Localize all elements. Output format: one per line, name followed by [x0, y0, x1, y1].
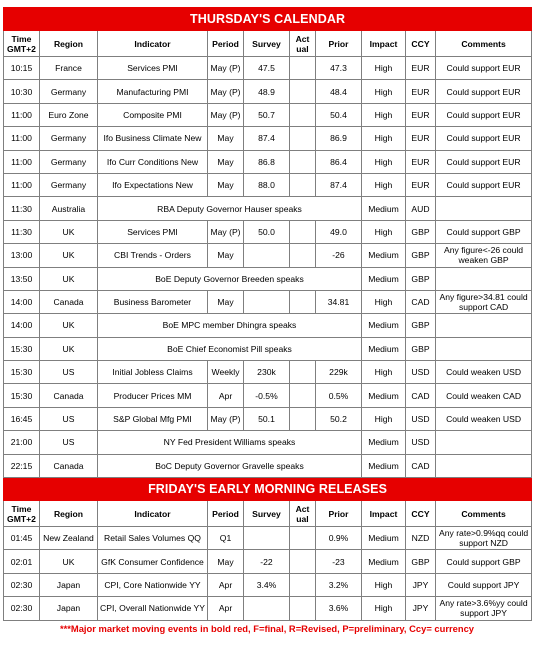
column-header: Period	[208, 31, 244, 57]
ccy-cell: CAD	[406, 384, 436, 407]
prior-cell: 50.4	[316, 103, 362, 126]
survey-cell: 48.9	[244, 80, 290, 103]
period-cell: May (P)	[208, 407, 244, 430]
table-row	[4, 407, 532, 430]
region-cell: US	[40, 431, 98, 454]
impact-cell: High	[362, 290, 406, 313]
region-cell: UK	[40, 314, 98, 337]
impact-cell: High	[362, 220, 406, 243]
region-cell: Australia	[40, 197, 98, 220]
period-cell: May (P)	[208, 103, 244, 126]
survey-cell: -0.5%	[244, 384, 290, 407]
column-header: Time GMT+2	[4, 31, 40, 57]
comments-cell: Could support JPY	[436, 573, 532, 596]
ccy-cell: GBP	[406, 244, 436, 267]
region-cell: Euro Zone	[40, 103, 98, 126]
indicator-cell: CPI, Overall Nationwide YY	[98, 597, 208, 620]
time-cell: 13:50	[4, 267, 40, 290]
column-header: Prior	[316, 501, 362, 527]
actual-cell	[290, 150, 316, 173]
actual-cell	[290, 173, 316, 196]
period-cell: May	[208, 550, 244, 573]
table-row	[4, 173, 532, 196]
survey-cell	[244, 597, 290, 620]
survey-cell	[244, 527, 290, 550]
ccy-cell: NZD	[406, 527, 436, 550]
table-row	[4, 431, 532, 454]
column-header: Comments	[436, 501, 532, 527]
time-cell: 13:00	[4, 244, 40, 267]
table-row	[4, 314, 532, 337]
impact-cell: Medium	[362, 267, 406, 290]
actual-cell	[290, 80, 316, 103]
comments-cell: Could weaken USD	[436, 361, 532, 384]
region-cell: UK	[40, 244, 98, 267]
indicator-cell: GfK Consumer Confidence	[98, 550, 208, 573]
ccy-cell: GBP	[406, 267, 436, 290]
time-cell: 11:30	[4, 220, 40, 243]
indicator-cell: Composite PMI	[98, 103, 208, 126]
column-header: Prior	[316, 31, 362, 57]
friday-header-row	[4, 501, 532, 527]
time-cell: 11:00	[4, 173, 40, 196]
indicator-cell: Producer Prices MM	[98, 384, 208, 407]
table-row	[4, 80, 532, 103]
survey-cell	[244, 290, 290, 313]
survey-cell	[244, 244, 290, 267]
thursday-header-row	[4, 31, 532, 57]
time-cell: 11:00	[4, 150, 40, 173]
table-row	[4, 244, 532, 267]
prior-cell: 48.4	[316, 80, 362, 103]
actual-cell	[290, 244, 316, 267]
prior-cell: 3.6%	[316, 597, 362, 620]
table-row	[4, 597, 532, 620]
actual-cell	[290, 57, 316, 80]
table-row	[4, 337, 532, 360]
comments-cell: Could support EUR	[436, 127, 532, 150]
comments-cell: Could support EUR	[436, 173, 532, 196]
prior-cell: 0.9%	[316, 527, 362, 550]
time-cell: 02:30	[4, 573, 40, 596]
comments-cell: Could weaken USD	[436, 407, 532, 430]
period-cell: Apr	[208, 597, 244, 620]
impact-cell: Medium	[362, 550, 406, 573]
footer-legend: ***Major market moving events in bold red, F=final, R=Revised, P=preliminary, Ccy= currency	[59, 622, 475, 634]
impact-cell: Medium	[362, 197, 406, 220]
table-row	[4, 527, 532, 550]
survey-cell: 50.1	[244, 407, 290, 430]
impact-cell: High	[362, 597, 406, 620]
impact-cell: High	[362, 150, 406, 173]
table-row	[4, 127, 532, 150]
column-header: Comments	[436, 31, 532, 57]
table-row	[4, 384, 532, 407]
time-cell: 14:00	[4, 314, 40, 337]
indicator-cell: Ifo Curr Conditions New	[98, 150, 208, 173]
column-header: Impact	[362, 31, 406, 57]
column-header: Indicator	[98, 31, 208, 57]
actual-cell	[290, 550, 316, 573]
calendar-table	[3, 7, 532, 621]
impact-cell: High	[362, 173, 406, 196]
actual-cell	[290, 573, 316, 596]
time-cell: 15:30	[4, 337, 40, 360]
period-cell: May	[208, 290, 244, 313]
region-cell: UK	[40, 337, 98, 360]
impact-cell: Medium	[362, 337, 406, 360]
column-header: Period	[208, 501, 244, 527]
comments-cell	[436, 197, 532, 220]
period-cell: May	[208, 173, 244, 196]
region-cell: Canada	[40, 290, 98, 313]
impact-cell: Medium	[362, 431, 406, 454]
actual-cell	[290, 127, 316, 150]
region-cell: Japan	[40, 573, 98, 596]
impact-cell: High	[362, 407, 406, 430]
friday-section	[4, 478, 532, 621]
column-header: Indicator	[98, 501, 208, 527]
period-cell: May	[208, 150, 244, 173]
comments-cell	[436, 267, 532, 290]
prior-cell: 3.2%	[316, 573, 362, 596]
time-cell: 02:01	[4, 550, 40, 573]
indicator-cell: Initial Jobless Claims	[98, 361, 208, 384]
actual-cell	[290, 361, 316, 384]
survey-cell: 47.5	[244, 57, 290, 80]
time-cell: 01:45	[4, 527, 40, 550]
ccy-cell: EUR	[406, 150, 436, 173]
table-row	[4, 550, 532, 573]
survey-cell: 3.4%	[244, 573, 290, 596]
ccy-cell: USD	[406, 407, 436, 430]
column-header: Impact	[362, 501, 406, 527]
ccy-cell: GBP	[406, 220, 436, 243]
event-cell: BoE Chief Economist Pill speaks	[98, 337, 362, 360]
column-header: Region	[40, 501, 98, 527]
indicator-cell: Manufacturing PMI	[98, 80, 208, 103]
survey-cell: 86.8	[244, 150, 290, 173]
table-row	[4, 220, 532, 243]
comments-cell	[436, 454, 532, 477]
column-header: Time GMT+2	[4, 501, 40, 527]
actual-cell	[290, 384, 316, 407]
survey-cell: 88.0	[244, 173, 290, 196]
comments-cell	[436, 314, 532, 337]
ccy-cell: JPY	[406, 597, 436, 620]
period-cell: Apr	[208, 573, 244, 596]
event-cell: BoC Deputy Governor Gravelle speaks	[98, 454, 362, 477]
region-cell: US	[40, 361, 98, 384]
impact-cell: Medium	[362, 527, 406, 550]
thursday-section	[4, 8, 532, 478]
region-cell: Germany	[40, 173, 98, 196]
column-header: Act ual	[290, 31, 316, 57]
prior-cell: 50.2	[316, 407, 362, 430]
time-cell: 15:30	[4, 361, 40, 384]
period-cell: May (P)	[208, 220, 244, 243]
time-cell: 21:00	[4, 431, 40, 454]
region-cell: Germany	[40, 80, 98, 103]
period-cell: May (P)	[208, 80, 244, 103]
survey-cell: -22	[244, 550, 290, 573]
ccy-cell: USD	[406, 431, 436, 454]
ccy-cell: JPY	[406, 573, 436, 596]
region-cell: Japan	[40, 597, 98, 620]
region-cell: France	[40, 57, 98, 80]
ccy-cell: EUR	[406, 173, 436, 196]
indicator-cell: CPI, Core Nationwide YY	[98, 573, 208, 596]
time-cell: 14:00	[4, 290, 40, 313]
time-cell: 02:30	[4, 597, 40, 620]
comments-cell: Could support EUR	[436, 57, 532, 80]
table-row	[4, 267, 532, 290]
prior-cell: 47.3	[316, 57, 362, 80]
time-cell: 16:45	[4, 407, 40, 430]
indicator-cell: S&P Global Mfg PMI	[98, 407, 208, 430]
ccy-cell: EUR	[406, 80, 436, 103]
ccy-cell: GBP	[406, 337, 436, 360]
table-row	[4, 57, 532, 80]
region-cell: UK	[40, 267, 98, 290]
ccy-cell: CAD	[406, 290, 436, 313]
indicator-cell: Services PMI	[98, 220, 208, 243]
table-row	[4, 197, 532, 220]
impact-cell: Medium	[362, 314, 406, 337]
actual-cell	[290, 103, 316, 126]
comments-cell: Could support EUR	[436, 80, 532, 103]
event-cell: NY Fed President Williams speaks	[98, 431, 362, 454]
prior-cell: 87.4	[316, 173, 362, 196]
region-cell: Canada	[40, 454, 98, 477]
time-cell: 15:30	[4, 384, 40, 407]
table-row	[4, 290, 532, 313]
economic-calendar	[3, 7, 531, 634]
region-cell: Germany	[40, 127, 98, 150]
event-cell: BoE MPC member Dhingra speaks	[98, 314, 362, 337]
survey-cell: 230k	[244, 361, 290, 384]
region-cell: New Zealand	[40, 527, 98, 550]
region-cell: US	[40, 407, 98, 430]
friday-title: FRIDAY'S EARLY MORNING RELEASES	[4, 478, 532, 501]
column-header: Act ual	[290, 501, 316, 527]
ccy-cell: EUR	[406, 103, 436, 126]
indicator-cell: Ifo Business Climate New	[98, 127, 208, 150]
comments-cell: Could support EUR	[436, 103, 532, 126]
region-cell: Germany	[40, 150, 98, 173]
table-row	[4, 454, 532, 477]
ccy-cell: CAD	[406, 454, 436, 477]
impact-cell: Medium	[362, 454, 406, 477]
column-header: Survey	[244, 31, 290, 57]
comments-cell: Any figure>34.81 could support CAD	[436, 290, 532, 313]
actual-cell	[290, 220, 316, 243]
time-cell: 22:15	[4, 454, 40, 477]
table-row	[4, 103, 532, 126]
comments-cell	[436, 431, 532, 454]
actual-cell	[290, 290, 316, 313]
indicator-cell: Services PMI	[98, 57, 208, 80]
actual-cell	[290, 407, 316, 430]
time-cell: 10:30	[4, 80, 40, 103]
comments-cell: Could support GBP	[436, 220, 532, 243]
impact-cell: High	[362, 103, 406, 126]
indicator-cell: CBI Trends - Orders	[98, 244, 208, 267]
region-cell: Canada	[40, 384, 98, 407]
impact-cell: Medium	[362, 384, 406, 407]
column-header: Survey	[244, 501, 290, 527]
region-cell: UK	[40, 550, 98, 573]
comments-cell: Could support EUR	[436, 150, 532, 173]
impact-cell: High	[362, 57, 406, 80]
event-cell: BoE Deputy Governor Breeden speaks	[98, 267, 362, 290]
impact-cell: High	[362, 361, 406, 384]
time-cell: 11:00	[4, 103, 40, 126]
comments-cell: Any rate>0.9%qq could support NZD	[436, 527, 532, 550]
column-header: CCY	[406, 501, 436, 527]
survey-cell: 50.7	[244, 103, 290, 126]
prior-cell: 86.9	[316, 127, 362, 150]
prior-cell: -26	[316, 244, 362, 267]
ccy-cell: USD	[406, 361, 436, 384]
survey-cell: 87.4	[244, 127, 290, 150]
region-cell: UK	[40, 220, 98, 243]
column-header: CCY	[406, 31, 436, 57]
time-cell: 11:00	[4, 127, 40, 150]
comments-cell: Could weaken CAD	[436, 384, 532, 407]
period-cell: Q1	[208, 527, 244, 550]
prior-cell: 49.0	[316, 220, 362, 243]
table-row	[4, 150, 532, 173]
comments-cell	[436, 337, 532, 360]
ccy-cell: EUR	[406, 57, 436, 80]
period-cell: May	[208, 127, 244, 150]
time-cell: 10:15	[4, 57, 40, 80]
prior-cell: 0.5%	[316, 384, 362, 407]
prior-cell: 229k	[316, 361, 362, 384]
table-row	[4, 573, 532, 596]
indicator-cell: Business Barometer	[98, 290, 208, 313]
indicator-cell: Retail Sales Volumes QQ	[98, 527, 208, 550]
ccy-cell: GBP	[406, 550, 436, 573]
time-cell: 11:30	[4, 197, 40, 220]
column-header: Region	[40, 31, 98, 57]
table-row	[4, 361, 532, 384]
thursday-title: THURSDAY'S CALENDAR	[4, 8, 532, 31]
actual-cell	[290, 597, 316, 620]
survey-cell: 50.0	[244, 220, 290, 243]
period-cell: Apr	[208, 384, 244, 407]
comments-cell: Any rate>3.6%yy could support JPY	[436, 597, 532, 620]
event-cell: RBA Deputy Governor Hauser speaks	[98, 197, 362, 220]
impact-cell: High	[362, 573, 406, 596]
actual-cell	[290, 527, 316, 550]
impact-cell: Medium	[362, 244, 406, 267]
ccy-cell: AUD	[406, 197, 436, 220]
prior-cell: 34.81	[316, 290, 362, 313]
comments-cell: Any figure<-26 could weaken GBP	[436, 244, 532, 267]
prior-cell: 86.4	[316, 150, 362, 173]
impact-cell: High	[362, 80, 406, 103]
ccy-cell: GBP	[406, 314, 436, 337]
period-cell: May (P)	[208, 57, 244, 80]
prior-cell: -23	[316, 550, 362, 573]
indicator-cell: Ifo Expectations New	[98, 173, 208, 196]
comments-cell: Could support GBP	[436, 550, 532, 573]
ccy-cell: EUR	[406, 127, 436, 150]
period-cell: May	[208, 244, 244, 267]
period-cell: Weekly	[208, 361, 244, 384]
impact-cell: High	[362, 127, 406, 150]
